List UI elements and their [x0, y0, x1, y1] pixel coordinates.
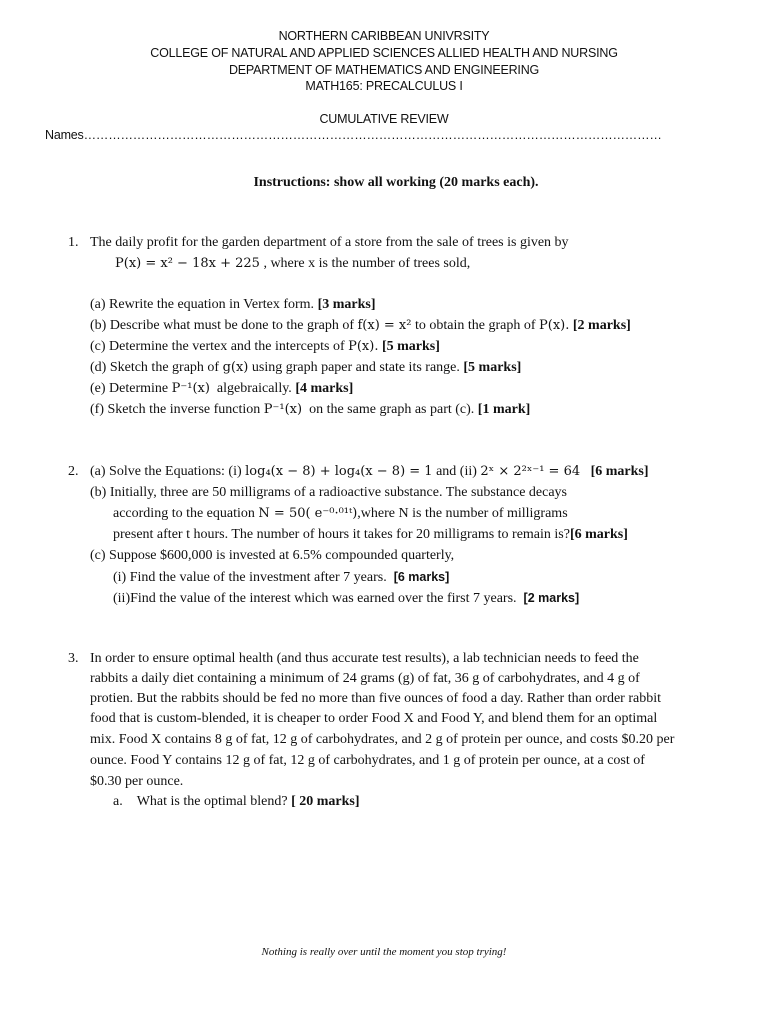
q1-a-marks: [3 marks]: [317, 297, 376, 312]
q1-d-text: (d) Sketch the graph of: [90, 360, 220, 375]
q2-c-ii: [113, 588, 579, 609]
q2-b-marks: [6 marks]: [569, 527, 628, 542]
q2-a-and: and (ii): [436, 464, 477, 479]
instructions: Instructions: show all working (20 marks each).: [253, 175, 539, 190]
q2-c-i: [113, 567, 449, 588]
q2-c-i-text: (i) Find the value of the investment after 7 years.: [113, 570, 387, 585]
document-title: CUMULATIVE REVIEW: [319, 112, 449, 126]
q1-c-text: (c) Determine the vertex and the intercepts of: [90, 339, 345, 354]
college-name: COLLEGE OF NATURAL AND APPLIED SCIENCES ALLIED HEALTH AND NURSING: [150, 46, 618, 60]
q3-line-1: In order to ensure optimal health (and thus accurate test results), a lab technician needs to feed the: [90, 651, 639, 666]
q2-number: 2.: [68, 464, 79, 479]
q1-e-text: (e) Determine: [90, 381, 169, 396]
q1-formula-tail: , where x is the number of trees sold,: [263, 256, 471, 271]
q2-a-equation-2: 2ˣ × 2²ˣ⁻¹ = 64: [480, 464, 581, 479]
names-line: Names……………………………………………………………………………………………………………………………: [45, 128, 662, 142]
q2-c-ii-text: (ii)Find the value of the interest which was earned over the first 7 years.: [113, 591, 517, 606]
q2-b-equation: N = 50( e⁻⁰·⁰¹ᵗ): [258, 506, 358, 521]
q2-b-text: according to the equation: [113, 506, 255, 521]
q1-e-inverse: P⁻¹(x): [171, 381, 210, 396]
q1-b-function: f(x) = x²: [357, 318, 412, 333]
q1-number: 1.: [68, 235, 79, 250]
q1-f-text: (f) Sketch the inverse function: [90, 402, 261, 417]
q2-c-line1: (c) Suppose $600,000 is invested at 6.5% compounded quarterly,: [90, 548, 455, 563]
q2-b-post: ,where N is the number of milligrams: [357, 506, 568, 521]
q1-part-f: [90, 400, 530, 420]
q1-formula: P(x) = x² − 18x + 225: [115, 256, 260, 271]
q1-a-text: (a) Rewrite the equation in Vertex form.: [90, 297, 315, 312]
q2-c-i-marks: [6 marks]: [393, 570, 450, 584]
q1-part-c: [90, 337, 440, 357]
q3-a-text: What is the optimal blend?: [136, 794, 288, 809]
q1-formula-line: [115, 254, 470, 274]
q3-line-2: rabbits a daily diet containing a minimum of 24 grams (g) of fat, 36 g of carbohydrates, and 4 g of: [90, 671, 640, 686]
q1-d-marks: [5 marks]: [463, 360, 522, 375]
q1-part-d: [90, 358, 521, 378]
course-code: MATH165: PRECALCULUS I: [305, 79, 463, 93]
q1-b-target: P(x).: [539, 318, 570, 333]
department-name: DEPARTMENT OF MATHEMATICS AND ENGINEERING: [228, 63, 540, 77]
q3-line-7: $0.30 per ounce.: [90, 774, 184, 789]
q2-b-line1: (b) Initially, three are 50 milligrams of a radioactive substance. The substance decays: [90, 485, 567, 500]
q3-line-5: mix. Food X contains 8 g of fat, 12 g of carbohydrates, and 2 g of protein per ounce, and costs $0.20 per: [90, 732, 675, 747]
q1-b-marks: [2 marks]: [572, 318, 631, 333]
q1-part-e: [90, 379, 353, 399]
q2-b-question: present after t hours. The number of hours it takes for 20 milligrams to remain is?: [113, 527, 570, 542]
q1-f-marks: [1 mark]: [477, 402, 531, 417]
q1-d-post: using graph paper and state its range.: [251, 360, 460, 375]
q2-part-a: [90, 462, 649, 482]
q2-a-equation-1: log₄(x − 8) + log₄(x − 8) = 1: [245, 464, 433, 479]
q3-a-marks: [ 20 marks]: [291, 794, 360, 809]
q1-c-function: P(x).: [348, 339, 379, 354]
q2-b-line3: [113, 525, 628, 545]
q1-f-inverse: P⁻¹(x): [263, 402, 303, 417]
q1-e-marks: [4 marks]: [295, 381, 354, 396]
q1-f-post: on the same graph as part (c).: [309, 402, 475, 417]
q1-b-text: (b) Describe what must be done to the graph of: [90, 318, 354, 333]
q3-a-label: a.: [113, 794, 123, 809]
q2-b-line2: [113, 504, 568, 524]
q3-line-6: ounce. Food Y contains 12 g of fat, 12 g of carbohydrates, and 1 g of protein per ounce, at a cost of: [90, 753, 645, 768]
q1-part-a: [90, 295, 376, 315]
q1-b-mid: to obtain the graph of: [414, 318, 536, 333]
q3-part-a: [113, 792, 360, 812]
q2-c-ii-marks: [2 marks]: [523, 591, 580, 605]
q2-a-marks: [6 marks]: [590, 464, 649, 479]
q3-line-3: protien. But the rabbits should be fed no more than five ounces of food a day. Rather than order rabbit: [90, 691, 661, 706]
footer-quote: Nothing is really over until the moment you stop trying!: [261, 946, 507, 958]
q3-line-4: food that is custom-blended, it is cheaper to order Food X and Food Y, and blend them for an optimal: [90, 711, 658, 726]
university-name: NORTHERN CARIBBEAN UNIVRSITY: [278, 29, 490, 43]
q1-e-post: algebraically.: [216, 381, 292, 396]
q1-intro: The daily profit for the garden department of a store from the sale of trees is given by: [90, 235, 569, 250]
q1-d-function: g(x): [222, 360, 249, 375]
q1-c-marks: [5 marks]: [381, 339, 440, 354]
q3-number: 3.: [68, 651, 79, 666]
q1-part-b: [90, 316, 631, 336]
q2-a-text: (a) Solve the Equations: (i): [90, 464, 242, 479]
